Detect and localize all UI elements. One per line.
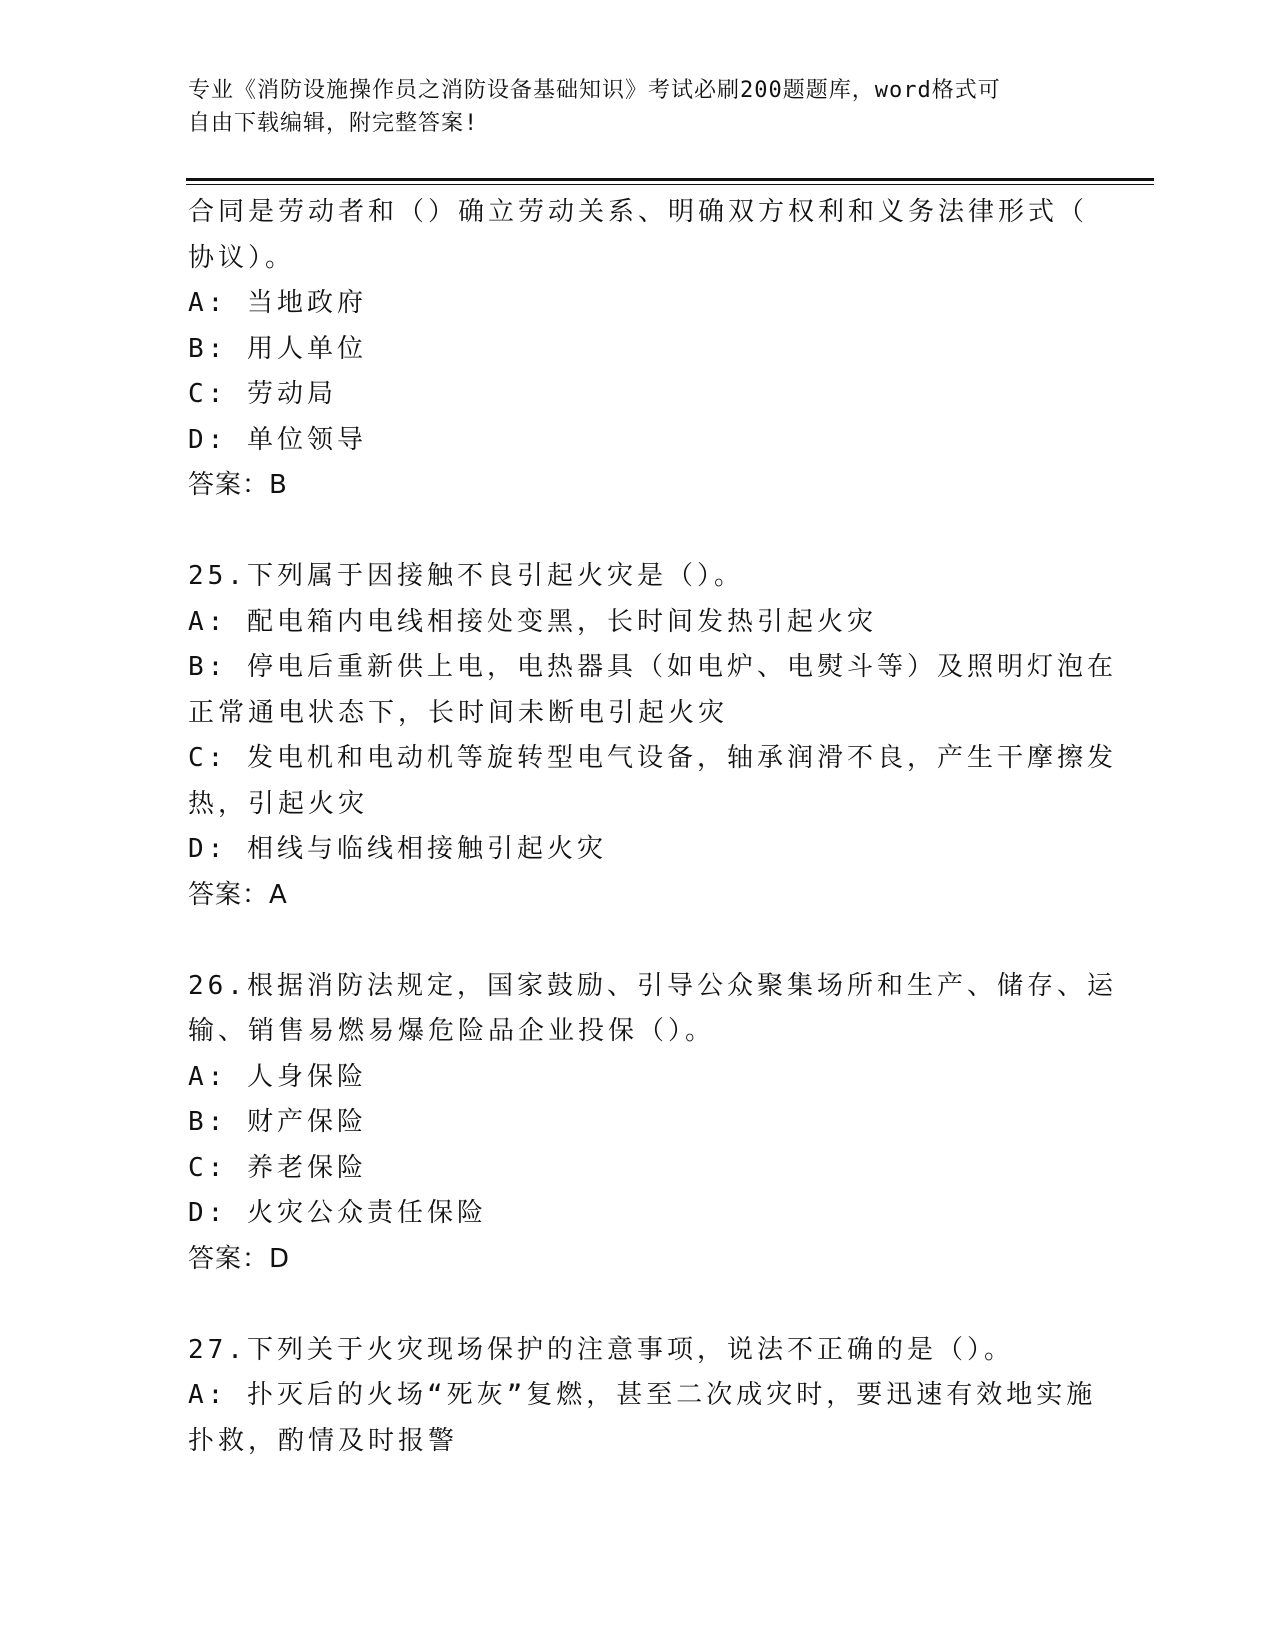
option-d: D: 单位领导 [188, 424, 367, 455]
option-a-continued: 扑救，酌情及时报警 [188, 1425, 459, 1456]
answer-line: 答案：D [188, 1243, 291, 1274]
document-header [188, 74, 1068, 140]
option-d: D: 相线与临线相接触引起火灾 [188, 834, 607, 864]
option-b: B: 用人单位 [188, 333, 367, 364]
question-24 [188, 190, 1088, 509]
header-title-line-1: 专业《消防设施操作员之消防设备基础知识》考试必刷200题题库，word格式可 [188, 78, 1001, 103]
option-c-continued: 热，引起火灾 [188, 788, 369, 819]
option-c: C: 养老保险 [188, 1152, 367, 1183]
header-title-line-2: 自由下载编辑，附完整答案! [188, 111, 479, 136]
option-c: C: 劳动局 [188, 379, 337, 409]
question-26 [188, 964, 1117, 1283]
question-stem: 协议）。 [188, 242, 296, 273]
header-divider-thick [186, 178, 1154, 181]
option-c: C: 发电机和电动机等旋转型电气设备，轴承润滑不良，产生干摩擦发 [188, 743, 1117, 773]
answer-line: 答案：B [188, 470, 288, 500]
option-b-continued: 正常通电状态下，长时间未断电引起火灾 [188, 697, 729, 728]
question-stem: 27.下列关于火灾现场保护的注意事项，说法不正确的是（）。 [188, 1334, 1014, 1365]
question-25 [188, 554, 1117, 918]
option-a: A: 配电箱内电线相接处变黑，长时间发热引起火灾 [188, 606, 877, 637]
question-stem: 25.下列属于因接触不良引起火灾是（）。 [188, 561, 744, 591]
option-b: B: 财产保险 [188, 1107, 367, 1137]
option-a: A: 人身保险 [188, 1061, 367, 1092]
question-27 [188, 1328, 1097, 1465]
option-a: A: 当地政府 [188, 288, 367, 318]
answer-line: 答案：A [188, 879, 288, 910]
option-a: A: 扑灭后的火场“死灰”复燃，甚至二次成灾时，要迅速有效地实施 [188, 1380, 1097, 1410]
question-list [188, 190, 1117, 1464]
header-divider-thin [186, 184, 1154, 185]
spacer [188, 509, 1088, 555]
spacer [188, 918, 1088, 964]
question-stem: 输、销售易燃易爆危险品企业投保（）。 [188, 1016, 716, 1046]
question-stem: 合同是劳动者和（）确立劳动关系、明确双方权利和义务法律形式（ [188, 197, 1089, 227]
question-stem: 26.根据消防法规定，国家鼓励、引导公众聚集场所和生产、储存、运 [188, 970, 1117, 1001]
option-b: B: 停电后重新供上电，电热器具（如电炉、电熨斗等）及照明灯泡在 [188, 652, 1117, 682]
option-d: D: 火灾公众责任保险 [188, 1198, 487, 1228]
spacer [188, 1282, 1088, 1328]
